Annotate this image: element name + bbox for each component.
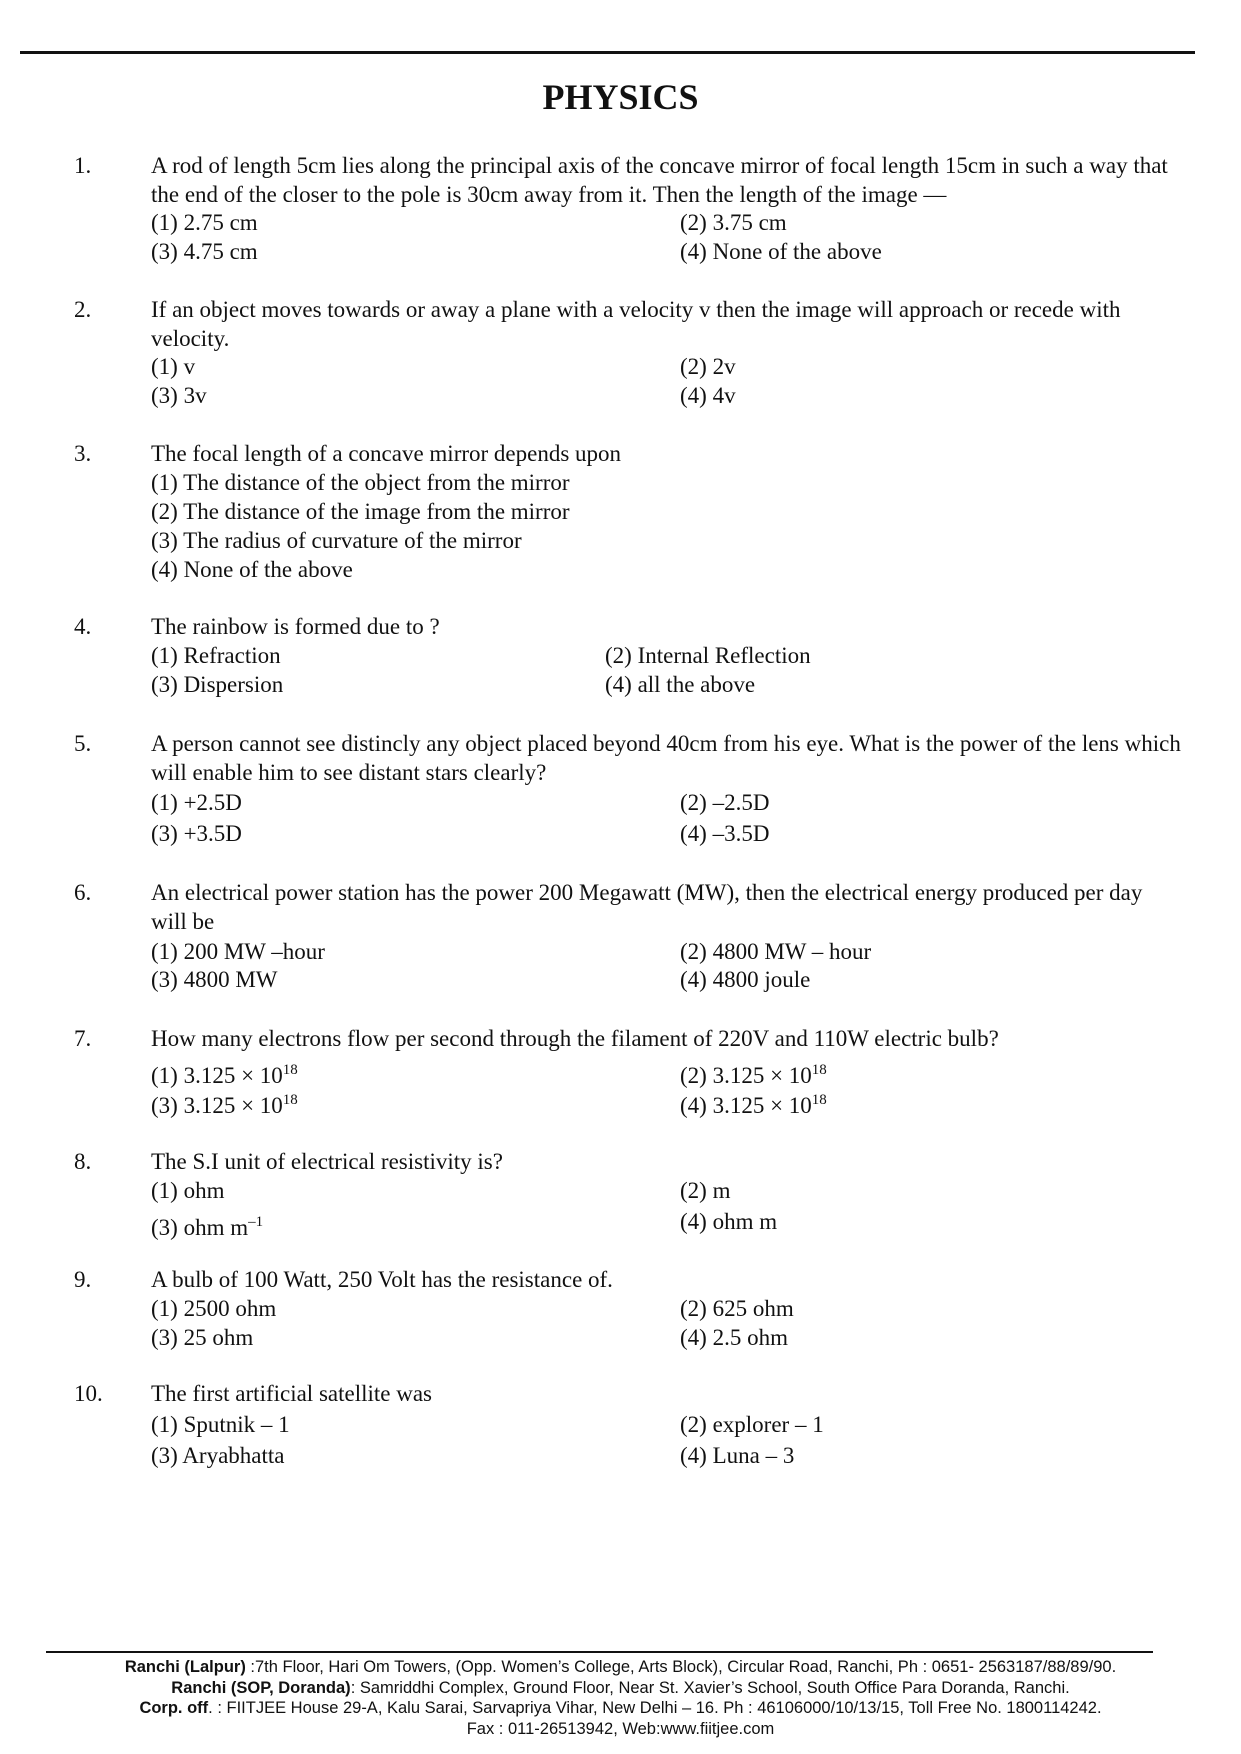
- option-4: (4) ohm m: [680, 1209, 778, 1234]
- question-number: 3.: [74, 441, 92, 466]
- option-4: (4) –3.5D: [680, 821, 770, 846]
- question-10: [0, 1380, 1241, 1475]
- question-number: 8.: [74, 1149, 92, 1174]
- question-number: 1.: [74, 153, 92, 178]
- question-text: An electrical power station has the power 200 Megawatt (MW), then the electrical energy produced per day will be: [151, 880, 1143, 934]
- question-1: [0, 152, 1241, 267]
- question-text: The rainbow is formed due to ?: [151, 614, 440, 639]
- question-3: [0, 440, 1241, 585]
- option-3: (3) 25 ohm: [151, 1325, 254, 1350]
- question-8: [0, 1148, 1241, 1240]
- question-text: A bulb of 100 Watt, 250 Volt has the resistance of.: [151, 1267, 613, 1292]
- option-2: (2) 2v: [680, 354, 736, 379]
- question-2: [0, 296, 1241, 411]
- question-number: 10.: [74, 1381, 103, 1406]
- question-6: [0, 879, 1241, 997]
- top-rule: [20, 51, 1195, 54]
- question-9: [0, 1266, 1241, 1356]
- option-3: (3) Dispersion: [151, 672, 284, 697]
- question-number: 7.: [74, 1026, 92, 1051]
- option-3: (3) The radius of curvature of the mirror: [151, 528, 522, 553]
- exponent: 18: [282, 1092, 298, 1108]
- option-4: (4) 4800 joule: [680, 967, 811, 992]
- option-4: (4) 2.5 ohm: [680, 1325, 788, 1350]
- option-2: (2) –2.5D: [680, 790, 770, 815]
- question-number: 9.: [74, 1267, 92, 1292]
- option-1: (1) v: [151, 354, 196, 379]
- option-2: (2) The distance of the image from the mirror: [151, 499, 570, 524]
- option-3: (3) 4.75 cm: [151, 239, 258, 264]
- question-number: 2.: [74, 297, 92, 322]
- question-7: [0, 1025, 1241, 1120]
- option-2: (2) Internal Reflection: [605, 643, 811, 668]
- question-text: If an object moves towards or away a plane with a velocity v then the image will approach or recede with velocity.: [151, 297, 1121, 351]
- option-3: (3) 4800 MW: [151, 967, 278, 992]
- option-4: (4) None of the above: [151, 557, 353, 582]
- footer-line-3: Corp. off. : FIITJEE House 29-A, Kalu Sarai, Sarvapriya Vihar, New Delhi – 16. Ph : 46106000/10/13/15, Toll Free No. 1800114242.: [139, 1699, 1102, 1717]
- question-4: [0, 613, 1241, 703]
- footer-rule: [46, 1651, 1153, 1653]
- option-1: (1) 2.75 cm: [151, 210, 258, 235]
- option-1: (1) The distance of the object from the mirror: [151, 470, 570, 495]
- question-number: 5.: [74, 731, 92, 756]
- option-2: (2) $3.125 \times 10^{18}$: [680, 1062, 827, 1088]
- footer-line-4: Fax : 011-26513942, Web:www.fiitjee.com: [466, 1719, 775, 1738]
- option-2: (2) 625 ohm: [680, 1296, 794, 1321]
- option-3: (3) Aryabhatta: [151, 1443, 285, 1468]
- question-text: The focal length of a concave mirror depends upon: [151, 441, 622, 466]
- option-2: (2) m: [680, 1178, 731, 1203]
- option-1: (1) +2.5D: [151, 790, 242, 815]
- footer: [0, 1657, 1241, 1739]
- option-2: (2) 3.75 cm: [680, 210, 787, 235]
- option-4: (4) 4v: [680, 383, 736, 408]
- option-2: (2) explorer – 1: [680, 1412, 824, 1437]
- exponent: –1: [248, 1214, 264, 1230]
- option-1: (1) Sputnik – 1: [151, 1412, 290, 1437]
- option-1: (1) $3.125 \times 10^{18}$: [151, 1062, 298, 1088]
- option-1: (1) 2500 ohm: [151, 1296, 277, 1321]
- exponent: 18: [811, 1092, 827, 1108]
- option-4: (4) Luna – 3: [680, 1443, 795, 1468]
- exponent: 18: [811, 1062, 827, 1078]
- exponent: 18: [282, 1062, 298, 1078]
- question-text: How many electrons flow per second through the filament of 220V and 110W electric bulb?: [151, 1026, 999, 1051]
- question-text: The first artificial satellite was: [151, 1381, 432, 1406]
- option-3: (3) 3v: [151, 383, 207, 408]
- footer-line-2: Ranchi (SOP, Doranda): Samriddhi Complex, Ground Floor, Near St. Xavier’s School, South Office Para Doranda, Ranchi.: [171, 1678, 1070, 1697]
- option-4: (4) $3.125 \times 10^{18}$: [680, 1092, 827, 1118]
- question-text: A person cannot see distincly any object placed beyond 40cm from his eye. What is the power of the lens which will enable him to see distant stars clearly?: [151, 731, 1181, 785]
- page-title: PHYSICS: [542, 77, 699, 117]
- question-number: 6.: [74, 880, 92, 905]
- option-1: (1) Refraction: [151, 643, 281, 668]
- option-4: (4) all the above: [605, 672, 756, 697]
- option-1: (1) ohm: [151, 1178, 225, 1203]
- question-text: A rod of length 5cm lies along the principal axis of the concave mirror of focal length 15cm in such a way that the end of the closer to the pole is 30cm away from it. Then the length of the image —: [151, 153, 1168, 207]
- question-text: The S.I unit of electrical resistivity is?: [151, 1149, 503, 1174]
- option-2: (2) 4800 MW – hour: [680, 939, 872, 964]
- option-4: (4) None of the above: [680, 239, 882, 264]
- option-3: (3) +3.5D: [151, 821, 242, 846]
- footer-line-1: Ranchi (Lalpur) :7th Floor, Hari Om Towers, (Opp. Women’s College, Arts Block), Circular Road, Ranchi, Ph : 0651- 2563187/88/89/90.: [124, 1658, 1117, 1676]
- option-1: (1) 200 MW –hour: [151, 939, 325, 964]
- option-3: (3) $3.125 \times 10^{18}$: [151, 1092, 298, 1118]
- question-5: [0, 730, 1241, 850]
- question-number: 4.: [74, 614, 92, 639]
- option-3: (3) ohm $m^{-1}$: [151, 1214, 264, 1240]
